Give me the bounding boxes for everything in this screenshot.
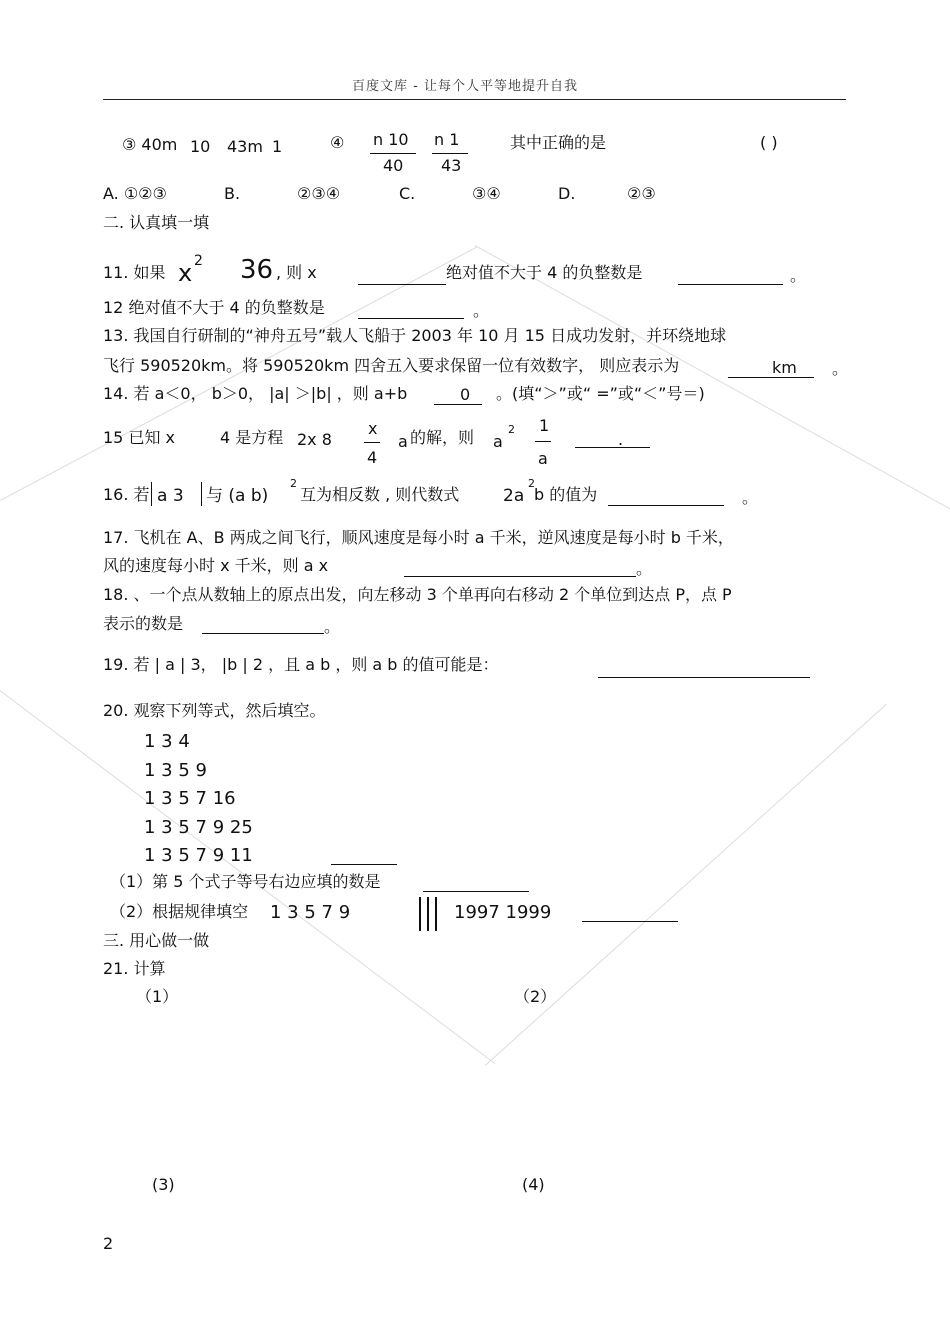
q11-value: 36 bbox=[240, 255, 274, 285]
q20-title: 20. 观察下列等式，然后填空。 bbox=[103, 701, 326, 720]
q16-expr2: b 的值为 bbox=[534, 485, 598, 504]
q20-row-3: 1 3 5 7 16 bbox=[144, 788, 236, 809]
q20-row-2: 1 3 5 9 bbox=[144, 760, 207, 781]
q10-item3-prefix: ③ 40m bbox=[122, 135, 178, 154]
q11-blank-1[interactable] bbox=[358, 284, 446, 285]
section-2-title: 二. 认真填一填 bbox=[103, 213, 210, 232]
q15-equation: 2x 8 bbox=[297, 430, 332, 449]
q20-row-1: 1 3 4 bbox=[144, 731, 190, 752]
q19-text: 19. 若 | a | 3， |b | 2 ，且 a b ，则 a b 的值可能是： bbox=[103, 655, 499, 674]
q16-prefix: 16. 若 bbox=[103, 485, 150, 504]
q14-end: 。(填“＞”或“ =”或“＜”号＝) bbox=[496, 384, 705, 403]
section-3-title: 三. 用心做一做 bbox=[103, 931, 210, 950]
q20-row-4: 1 3 5 7 9 25 bbox=[144, 817, 253, 838]
q21-title: 21. 计算 bbox=[103, 959, 166, 978]
q11-text2: 绝对值不大于 4 的负整数是 bbox=[446, 263, 643, 282]
q15-mid: 4 是方程 bbox=[220, 428, 284, 447]
q17-end: 。 bbox=[636, 559, 653, 578]
q20-row-5: 1 3 5 7 9 11 bbox=[144, 845, 253, 866]
q10-frac1-bar bbox=[370, 153, 416, 154]
q15-prefix: 15 已知 x bbox=[103, 428, 176, 447]
q15-frac2-top: 1 bbox=[539, 416, 550, 435]
header-rule bbox=[103, 99, 846, 100]
q21-part-2: （2） bbox=[514, 987, 557, 1006]
option-b-value: ②③④ bbox=[297, 184, 341, 203]
q20-sub2-blank[interactable] bbox=[582, 921, 678, 922]
q15-blank[interactable] bbox=[575, 447, 650, 448]
q20-seq-end: 1997 1999 bbox=[454, 902, 552, 923]
q18-line2: 表示的数是 bbox=[103, 614, 184, 633]
option-b-label: B. bbox=[224, 184, 241, 203]
option-d-label: D. bbox=[558, 184, 576, 203]
q13-line1: 13. 我国自行研制的“神舟五号”载人飞船于 2003 年 10 月 15 日成功发射，并环绕地球 bbox=[103, 326, 727, 345]
q14-blank[interactable] bbox=[434, 404, 482, 405]
option-d-value: ②③ bbox=[627, 184, 656, 203]
q15-frac2-bottom: a bbox=[538, 449, 548, 468]
q16-abs-expr: a 3 bbox=[157, 486, 184, 506]
q15-tail: 的解，则 bbox=[410, 428, 475, 447]
q20-sub1: （1）第 5 个式子等号右边应填的数是 bbox=[110, 872, 381, 891]
q14-text: 14. 若 a＜0， b＞0， |a| ＞|b| ，则 a+b bbox=[103, 384, 408, 403]
q20-seq: 1 3 5 7 9 bbox=[270, 902, 351, 923]
q15-a: a bbox=[398, 432, 408, 451]
watermark-line bbox=[475, 245, 950, 517]
q13-line2: 飞行 590520km。将 590520km 四舍五入要求保留一位有效数字， 则应表示为 bbox=[103, 356, 680, 375]
q21-part-4: (4) bbox=[522, 1175, 545, 1194]
ellipsis-bar-1 bbox=[419, 897, 421, 931]
q10-item3-mid: 43m bbox=[227, 137, 263, 156]
q10-frac2-top: n 1 bbox=[434, 130, 460, 149]
q10-frac2-bottom: 43 bbox=[441, 156, 462, 175]
q17-line1: 17. 飞机在 A、B 两成之间飞行，顺风速度是每小时 a 千米，逆风速度是每小时 b 千米， bbox=[103, 528, 734, 547]
q16-exponent: 2 bbox=[290, 477, 297, 490]
q16-expr1: 2a bbox=[503, 486, 525, 506]
q20-sub1-blank[interactable] bbox=[423, 891, 529, 892]
q21-part-3: (3) bbox=[152, 1175, 175, 1194]
q16-abs-bar-right bbox=[201, 482, 202, 506]
ellipsis-bar-2 bbox=[427, 897, 429, 931]
q16-end: 。 bbox=[742, 488, 759, 507]
q12-blank[interactable] bbox=[358, 318, 464, 319]
q15-end: . bbox=[618, 430, 624, 449]
q21-part-1: （1） bbox=[136, 987, 179, 1006]
watermark-line bbox=[485, 704, 887, 1066]
q16-tail: 互为相反数 , 则代数式 bbox=[300, 485, 460, 504]
q12-text: 12 绝对值不大于 4 的负整数是 bbox=[103, 298, 325, 317]
q15-frac2-bar bbox=[535, 441, 551, 442]
q10-frac2-bar bbox=[432, 153, 468, 154]
page-number: 2 bbox=[103, 1234, 114, 1253]
q16-exponent2: 2 bbox=[528, 477, 535, 490]
q11-exponent: 2 bbox=[194, 253, 203, 269]
q16-abs-bar-left bbox=[151, 482, 152, 506]
q10-question: 其中正确的是 bbox=[510, 133, 607, 152]
q18-blank[interactable] bbox=[202, 633, 324, 634]
q15-a2: a bbox=[493, 432, 503, 451]
q10-frac1-bottom: 40 bbox=[383, 156, 404, 175]
q11-x: x bbox=[178, 259, 193, 287]
option-c-label: C. bbox=[399, 184, 416, 203]
q10-item3-num2: 1 bbox=[272, 137, 283, 156]
q11-prefix: 11. 如果 bbox=[103, 263, 166, 282]
q18-line1: 18. 、一个点从数轴上的原点出发，向左移动 3 个单再向右移动 2 个单位到达点 P，点 P bbox=[103, 585, 732, 604]
q15-frac-bottom: 4 bbox=[367, 448, 378, 467]
q11-then: , 则 x bbox=[276, 263, 317, 282]
q10-frac1-top: n 10 bbox=[373, 130, 409, 149]
q20-row5-blank[interactable] bbox=[331, 864, 397, 865]
q20-sub2: （2）根据规律填空 bbox=[110, 902, 249, 921]
q10-item3-num1: 10 bbox=[190, 137, 211, 156]
q19-blank[interactable] bbox=[598, 677, 810, 678]
q16-blank[interactable] bbox=[608, 505, 724, 506]
page-header: 百度文库 - 让每个人平等地提升自我 bbox=[352, 79, 578, 94]
q10-answer-bracket: ( ) bbox=[760, 133, 778, 152]
q10-item4-label: ④ bbox=[330, 133, 345, 152]
q18-end: 。 bbox=[324, 617, 341, 636]
q13-blank[interactable] bbox=[728, 377, 814, 378]
q12-end: 。 bbox=[473, 301, 490, 320]
q11-end: 。 bbox=[790, 266, 807, 285]
q15-frac-bar bbox=[364, 442, 380, 443]
option-a: A. ①②③ bbox=[103, 184, 167, 203]
q13-unit: km bbox=[772, 358, 797, 377]
q16-mid: 与 (a b) bbox=[206, 486, 269, 506]
q13-end: 。 bbox=[832, 359, 849, 378]
q15-exponent: 2 bbox=[508, 423, 515, 436]
q11-blank-2[interactable] bbox=[678, 284, 783, 285]
q17-blank[interactable] bbox=[404, 576, 636, 577]
q14-answer: 0 bbox=[460, 385, 471, 404]
q17-line2: 风的速度每小时 x 千米，则 a x bbox=[103, 556, 329, 575]
option-c-value: ③④ bbox=[472, 184, 501, 203]
ellipsis-bar-3 bbox=[435, 897, 437, 931]
q15-frac-top: x bbox=[368, 419, 378, 438]
